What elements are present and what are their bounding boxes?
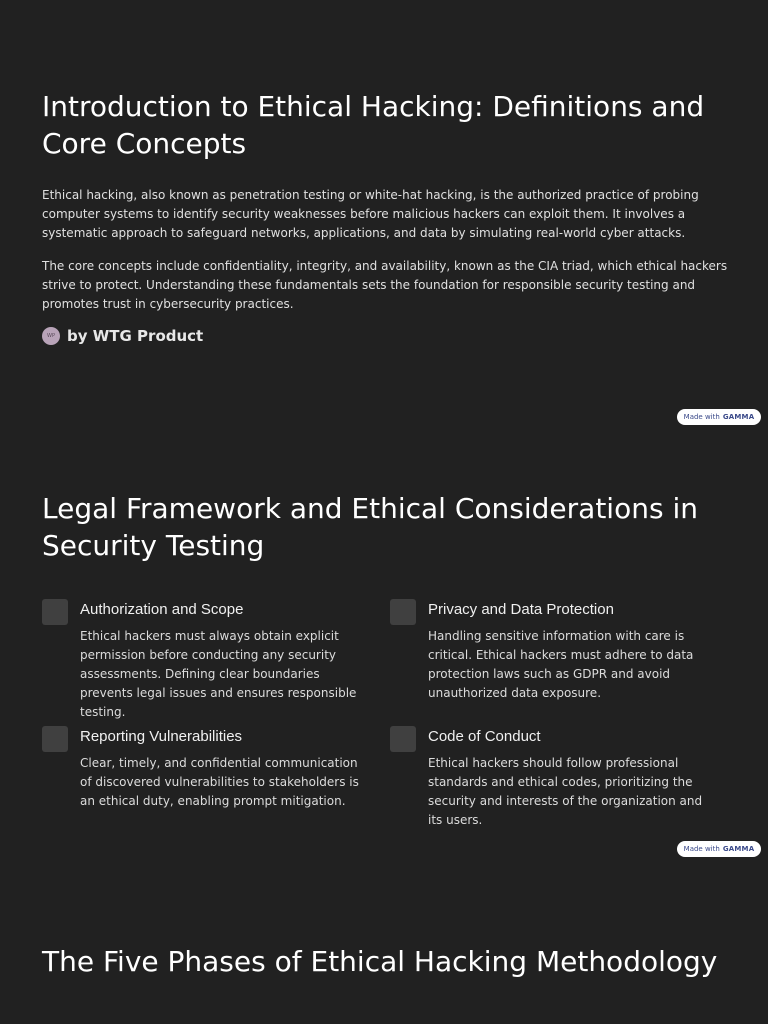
badge-prefix: Made with	[683, 413, 720, 421]
intro-paragraph: Ethical hacking, also known as penetration testing or white-hat hacking, is the authorized practice of probing computer systems to identify security weaknesses before malicious hackers can exploit them. It involves a systematic approach to safeguard networks, applications, and data by simulating real-world cyber attacks.	[42, 188, 699, 240]
feature-icon	[42, 599, 68, 625]
slide-five-phases	[0, 872, 768, 1024]
slide-legal-framework	[0, 440, 768, 872]
feature-body: Ethical hackers should follow professional standards and ethical codes, prioritizing the security and interests of the organization and its users.	[428, 756, 703, 827]
made-with-gamma-badge[interactable]	[677, 409, 761, 425]
feature-icon	[42, 726, 68, 752]
made-with-gamma-badge[interactable]	[677, 841, 761, 857]
badge-prefix: Made with	[683, 845, 720, 853]
feature-body: Clear, timely, and confidential communication of discovered vulnerabilities to stakeholders is an ethical duty, enabling prompt mitigation.	[80, 756, 359, 808]
badge-brand: GAMMA	[722, 413, 755, 421]
feature-title: Code of Conduct	[428, 728, 541, 745]
slide-introduction	[0, 0, 768, 440]
badge-brand: GAMMA	[722, 845, 755, 853]
feature-icon	[390, 599, 416, 625]
feature-title: Reporting Vulnerabilities	[80, 728, 243, 745]
feature-title: Authorization and Scope	[80, 601, 244, 618]
slide-title: Introduction to Ethical Hacking: Definitions and Core Concepts	[42, 90, 705, 160]
author-line	[42, 326, 203, 346]
avatar: WP	[42, 327, 60, 345]
slide-title: Legal Framework and Ethical Considerations in Security Testing	[42, 492, 698, 562]
feature-icon	[390, 726, 416, 752]
author-name: by WTG Product	[67, 327, 204, 345]
feature-body: Ethical hackers must always obtain explicit permission before conducting any security assessments. Defining clear boundaries prevents legal issues and ensures responsible testing.	[80, 629, 357, 719]
core-concepts-paragraph: The core concepts include confidentiality, integrity, and availability, known as the CIA triad, which ethical hackers strive to protect. Understanding these fundamentals sets the foundation for responsible security testing and promotes trust in cybersecurity practices.	[42, 259, 728, 311]
feature-body: Handling sensitive information with care is critical. Ethical hackers must adhere to data protection laws such as GDPR and avoid unauthorized data exposure.	[428, 629, 694, 700]
slide-title: The Five Phases of Ethical Hacking Methodology	[42, 945, 718, 978]
feature-title: Privacy and Data Protection	[428, 601, 614, 618]
